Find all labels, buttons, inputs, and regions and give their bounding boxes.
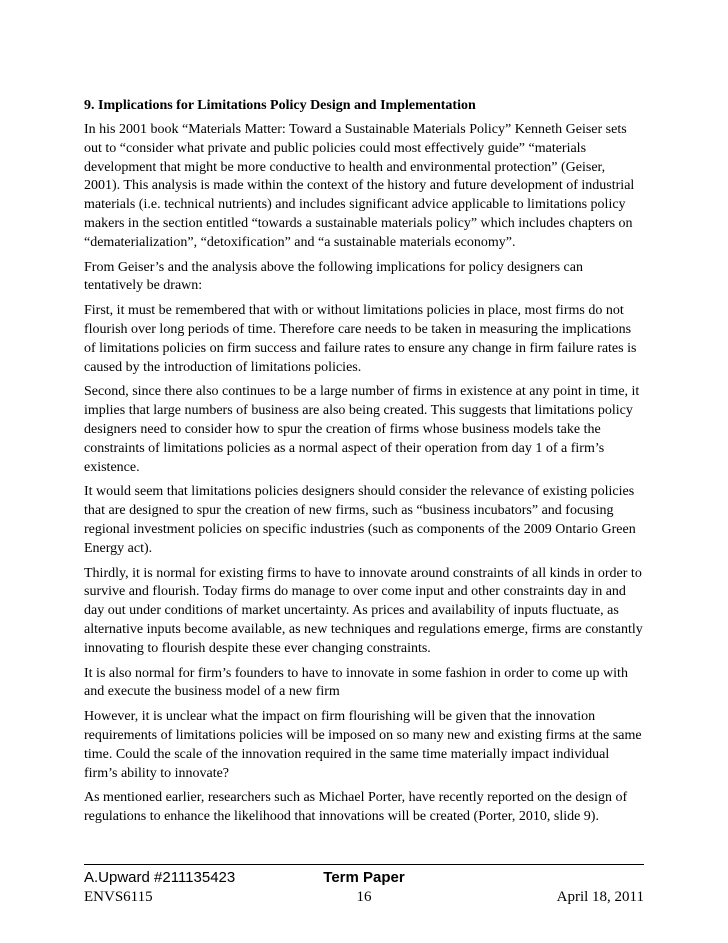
footer-author-id: A.Upward #211135423 [84,869,236,886]
paragraph-geiser-book: In his 2001 book “Materials Matter: Toward a Sustainable Materials Policy” Kenneth Geiser sets out to “consider what private and public policies could most effectively guide” “materials development that might be more conductive to health and environmental protection” (Geiser, 2001). This analysis is made within the context of the history and future development of industrial materials (i.e. technical nutrients) and includes significant advice applicable to limitations policy makers in the section entitled “towards a sustainable materials policy” which includes chapters on “dematerialization”, “detoxification” and “a sustainable materials economy”. [84,122,635,250]
paragraph-porter: As mentioned earlier, researchers such as Michael Porter, have recently reported on the design of regulations to enhance the likelihood that innovations will be created (Porter, 2010, slide 9). [84,790,628,825]
paragraph-implications-intro: From Geiser’s and the analysis above the following implications for policy designers can tentatively be drawn: [84,259,583,294]
document-body [84,96,644,833]
paragraph-founders: It is also normal for firm’s founders to have to innovate in some fashion in order to come up with and execute the business model of a new firm [84,665,628,700]
section-heading: 9. Implications for Limitations Policy Design and Implementation [84,98,476,113]
footer-row-top [84,869,644,889]
paragraph-existing-policies: It would seem that limitations policies designers should consider the relevance of existing policies that are designed to spur the creation of new firms, such as “business incubators” and focusing regional investment policies on specific industries (such as components of the 2009 Ontario Green Energy act). [84,484,636,556]
footer-date: April 18, 2011 [556,889,644,905]
paragraph-however: However, it is unclear what the impact on firm flourishing will be given that the innovation requirements of limitations policies will be imposed on so many new and existing firms at the same time. Could the scale of the innovation required in the same time materially impact individual firm’s ability to innovate? [84,709,642,781]
footer-course: ENVS6115 [84,889,153,905]
paragraph-second: Second, since there also continues to be a large number of firms in existence at any point in time, it implies that large numbers of business are also being created. This suggests that limitations policy designers need to consider how to spur the creation of firms whose business models take the constraints of limitations policies as a normal aspect of their operation from day 1 of a firm’s existence. [84,384,640,475]
paragraph-thirdly: Thirdly, it is normal for existing firms to have to innovate around constraints of all kinds in order to survive and flourish. Today firms do manage to over come input and other constraints day in and day out under conditions of market uncertainty. As prices and availability of inputs fluctuate, as alternative inputs become available, as new techniques and regulations emerge, firms are constantly innovating to flourish despite these ever changing constraints. [84,565,643,656]
footer-page-number: 16 [356,889,372,905]
footer-doc-type: Term Paper [323,869,405,886]
page-footer [84,864,644,909]
footer-row-bottom [84,889,644,909]
paragraph-first: First, it must be remembered that with or without limitations policies in place, most firms do not flourish over long periods of time. Therefore care needs to be taken in measuring the implications of limitations policies on firm success and failure rates to ensure any change in firm failure rates is caused by the introduction of limitations policies. [84,303,637,375]
